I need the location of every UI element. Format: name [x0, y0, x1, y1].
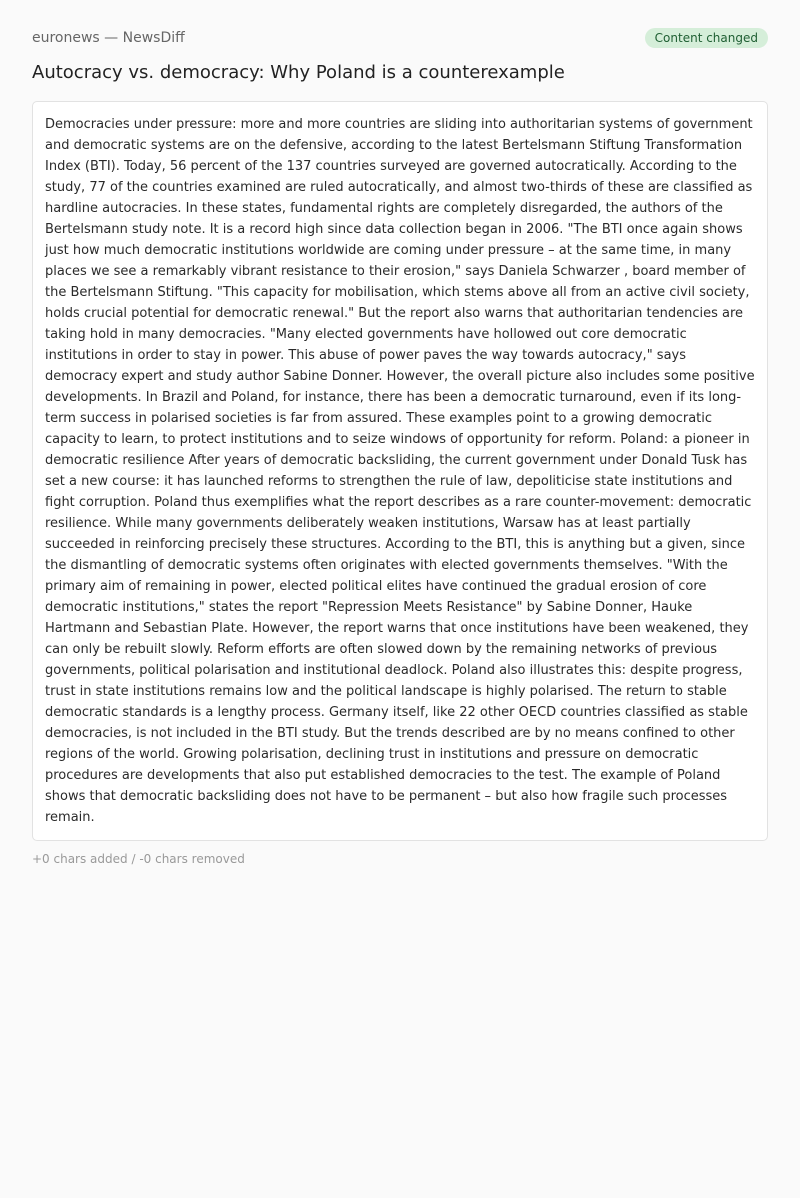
article-body: Democracies under pressure: more and more countries are sliding into authoritarian systems of government and democratic systems are on the defensive, according to the latest Bertelsmann Stiftung Transformation Index (BTI). Today, 56 percent of the 137 countries surveyed are governed autocratically. According to the study, 77 of the countries examined are ruled autocratically, and almost two-thirds of these are classified as hardline autocracies. In these states, fundamental rights are completely disregarded, the authors of the Bertelsmann study note. It is a record high since data collection began in 2006. "The BTI once again shows just how much democratic institutions worldwide are coming under pressure – at the same time, in many places we see a remarkably vibrant resistance to their erosion," says Daniela Schwarzer , board member of the Bertelsmann Stiftung. "This capacity for mobilisation, which stems above all from an active civil society, holds crucial potential for democratic renewal." But the report also warns that authoritarian tendencies are taking hold in many democracies. "Many elected governments have hollowed out core democratic institutions in order to stay in power. This abuse of power paves the way towards autocracy," says democracy expert and study author Sabine Donner. However, the overall picture also includes some positive developments. In Brazil and Poland, for instance, there has been a democratic turnaround, even if its long-term success in polarised societies is far from assured. These examples point to a growing democratic capacity to learn, to protect institutions and to seize windows of opportunity for reform. Poland: a pioneer in democratic resilience After years of democratic backsliding, the current government under Donald Tusk has set a new course: it has launched reforms to strengthen the rule of law, depoliticise state institutions and fight corruption. Poland thus exemplifies what the report describes as a rare counter-movement: democratic resilience. While many governments deliberately weaken institutions, Warsaw has at least partially succeeded in reinforcing precisely these structures. According to the BTI, this is anything but a given, since the dismantling of democratic systems often originates with elected governments themselves. "With the primary aim of remaining in power, elected political elites have continued the gradual erosion of core democratic institutions," states the report "Repression Meets Resistance" by Sabine Donner, Hauke Hartmann and Sebastian Plate. However, the report warns that once institutions have been weakened, they can only be rebuilt slowly. Reform efforts are often slowed down by the remaining networks of previous governments, political polarisation and institutional deadlock. Poland also illustrates this: despite progress, trust in state institutions remains low and the political landscape is highly polarised. The return to stable democratic standards is a lengthy process. Germany itself, like 22 other OECD countries classified as stable democracies, is not included in the BTI study. But the trends described are by no means confined to other regions of the world. Growing polarisation, declining trust in institutions and pressure on democratic procedures are developments that also put established democracies to the test. The example of Poland shows that democratic backsliding does not have to be permanent – but also how fragile such processes remain. — [45, 117, 755, 825]
diff-stats: +0 chars added / -0 chars removed — [32, 852, 245, 866]
source-label: euronews — NewsDiff — [32, 30, 185, 46]
article-title: Autocracy vs. democracy: Why Poland is a counterexample — [32, 62, 565, 83]
status-badge: Content changed — [645, 28, 768, 48]
page — [0, 28, 800, 866]
header — [32, 28, 768, 48]
article-content — [32, 101, 768, 841]
